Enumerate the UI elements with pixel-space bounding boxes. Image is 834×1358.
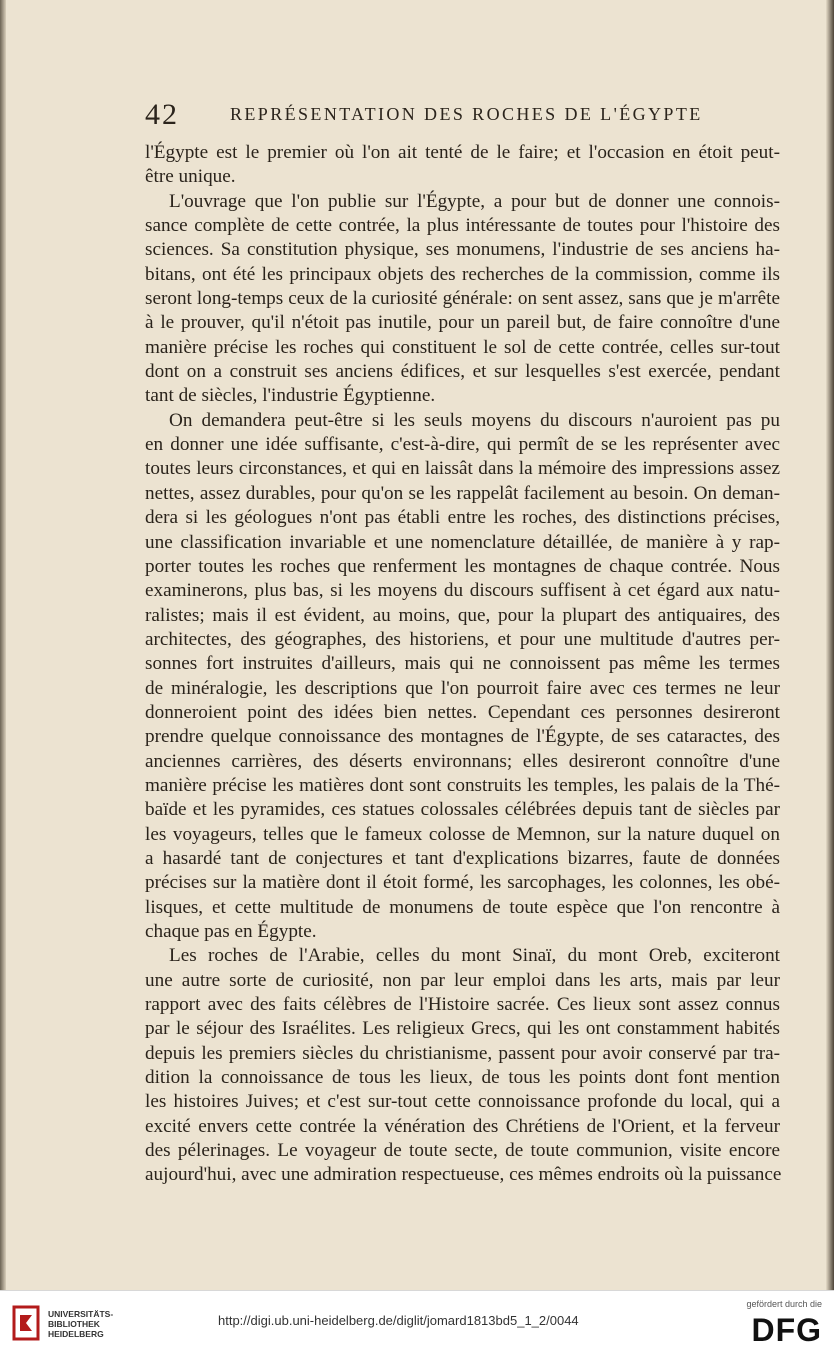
text-line: tant de siècles, l'industrie Égyptienne.: [145, 385, 436, 407]
dfg-wordmark: DFG: [751, 1312, 822, 1348]
document-url[interactable]: http://digi.ub.uni-heidelberg.de/diglit/jomard1813bd5_1_2/0044: [218, 1313, 579, 1328]
text-line: prendre quelque connoissance des montagnes de l'Égypte, de ses cataractes, des: [145, 726, 780, 748]
text-line: en donner une idée suffisante, c'est-à-dire, qui permît de se les représenter avec: [145, 434, 780, 456]
library-line: UNIVERSITÄTS-: [48, 1309, 114, 1319]
text-line: dition la connoissance de tous les lieux, de tous les points dont font mention: [145, 1067, 780, 1089]
text-line: les voyageurs, telles que le fameux colosse de Memnon, sur la nature duquel on: [145, 823, 780, 845]
text-line: précises sur la matière dont il étoit formé, les sarcophages, les colonnes, les obé-: [145, 872, 780, 894]
text-line: sance complète de cette contrée, la plus intéressante de toutes pour l'histoire des: [145, 215, 780, 237]
text-line: toutes leurs circonstances, et qui en laissât dans la mémoire des impressions assez: [145, 458, 780, 480]
text-line: l'Égypte est le premier où l'on ait tenté de le faire; et l'occasion en étoit peut-: [145, 142, 780, 163]
footer-bar: [0, 1290, 834, 1358]
text-line: porter toutes les roches que renferment les montagnes de chaque contrée. Nous: [145, 555, 780, 577]
text-line: ralistes; mais il est évident, au moins, que, pour la plupart des antiquaires, des: [145, 604, 780, 626]
text-line: Les roches de l'Arabie, celles du mont Sinaï, du mont Oreb, exciteront: [169, 945, 780, 967]
text-line: une autre sorte de curiosité, non par leur emploi dans les arts, mais par leur: [145, 969, 780, 991]
text-line: des pélerinages. Le voyageur de toute secte, de toute communion, visite encore: [145, 1140, 780, 1162]
text-line: être unique.: [145, 166, 236, 188]
text-line: examinerons, plus bas, si les moyens du discours suffisent à cet égard aux natu-: [145, 580, 780, 602]
page-number: 42: [145, 98, 179, 131]
text-line: donneroient point des idées bien nettes. Cependant ces personnes desireront: [145, 701, 780, 723]
text-line: par le séjour des Israélites. Les religieux Grecs, qui les ont constamment habités: [145, 1018, 780, 1040]
library-logo[interactable]: [12, 1305, 132, 1347]
text-line: les histoires Juives; et c'est sur-tout cette connoissance profonde du local, qui a: [145, 1091, 780, 1113]
text-line: de minéralogie, les descriptions que l'on pourroit faire avec ces termes ne leur: [145, 677, 780, 699]
text-line: chaque pas en Égypte.: [145, 921, 317, 942]
text-line: L'ouvrage que l'on publie sur l'Égypte, a pour but de donner une connois-: [169, 190, 780, 212]
text-line: aujourd'hui, avec une admiration respectueuse, ces mêmes endroits où la puissance: [145, 1164, 782, 1186]
running-title: REPRÉSENTATION DES ROCHES DE L'ÉGYPTE: [230, 104, 703, 124]
text-line: sciences. Sa constitution physique, ses monumens, l'industrie de ses anciens ha-: [145, 239, 780, 261]
text-line: On demandera peut-être si les seuls moyens du discours n'auroient pas pu: [169, 409, 780, 431]
library-line: BIBLIOTHEK: [48, 1319, 100, 1329]
text-line: architectes, des géographes, des historiens, et pour une multitude d'autres per-: [145, 628, 780, 650]
text-line: bitans, ont été les principaux objets des recherches de la commission, comme ils: [145, 263, 780, 285]
library-name: [48, 1309, 113, 1339]
text-line: à le prouver, qu'il n'étoit pas inutile, pour un pareil but, de faire connoître d'une: [145, 312, 780, 334]
text-line: lisques, et cette multitude de monumens de toute espèce que l'on rencontre à: [145, 896, 780, 918]
funding-label: gefördert durch die: [746, 1299, 822, 1309]
library-logo-icon: [12, 1305, 42, 1343]
text-line: baïde et les pyramides, ces statues colossales célébrées depuis tant de siècles par: [145, 799, 780, 821]
text-line: anciennes carrières, des déserts environnans; elles desireront connoître d'une: [145, 750, 780, 772]
text-line: dont on a construit ses anciens édifices, et sur lesquelles s'est exercée, pendant: [145, 361, 780, 383]
text-line: depuis les premiers siècles du christianisme, passent pour avoir conservé par tra-: [145, 1042, 780, 1064]
text-line: excité envers cette contrée la vénération des Chrétiens de l'Orient, et la ferveur: [145, 1115, 780, 1137]
text-line: nettes, assez durables, pour qu'on se les rappelât facilement au besoin. On deman-: [145, 482, 780, 504]
dfg-logo[interactable]: [732, 1299, 822, 1351]
text-line: une classification invariable et une nomenclature détaillée, de manière à y rap-: [145, 531, 780, 553]
page-header: [145, 98, 705, 138]
text-line: dera si les géologues n'ont pas établi entre les roches, des distinctions précises,: [145, 507, 780, 529]
text-line: seront long-temps ceux de la curiosité générale: on sent assez, sans que je m'arrête: [145, 288, 780, 310]
text-line: manière précise les matières dont sont construits les temples, les palais de la Thé-: [145, 774, 780, 796]
body-text: [145, 141, 780, 1188]
library-line: HEIDELBERG: [48, 1329, 104, 1339]
text-line: rapport avec des faits célèbres de l'Histoire sacrée. Ces lieux sont assez connus: [145, 994, 780, 1016]
text-line: sonnes fort instruites d'ailleurs, mais qui ne connoissent pas même les termes: [145, 653, 780, 675]
text-line: manière précise les roches qui constituent le sol de cette contrée, celles sur-tout: [145, 336, 780, 358]
text-line: a hasardé tant de conjectures et tant d'explications bizarres, faute de données: [145, 847, 780, 869]
